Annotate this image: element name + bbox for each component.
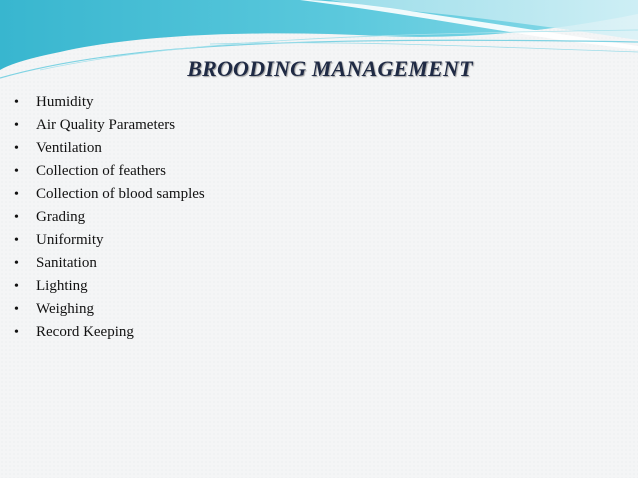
list-item xyxy=(14,117,205,140)
bullet-icon: • xyxy=(14,141,19,156)
bullet-icon: • xyxy=(14,164,19,179)
list-item-text: Grading xyxy=(36,209,86,225)
bullet-icon: • xyxy=(14,233,19,248)
bullet-icon: • xyxy=(14,279,19,294)
slide-title: BROODING MANAGEMENT xyxy=(187,56,473,81)
list-item-text: Ventilation xyxy=(36,140,102,156)
bullet-icon: • xyxy=(14,256,19,271)
list-item-text: Uniformity xyxy=(36,232,104,248)
list-item xyxy=(14,301,205,324)
list-item-text: Weighing xyxy=(36,301,94,317)
bullet-icon: • xyxy=(14,118,19,133)
bullet-icon: • xyxy=(14,95,19,110)
list-item xyxy=(14,324,205,347)
list-item xyxy=(14,232,205,255)
list-item-text: Collection of blood samples xyxy=(36,186,205,202)
list-item xyxy=(14,186,205,209)
list-item xyxy=(14,255,205,278)
bullet-icon: • xyxy=(14,325,19,340)
list-item xyxy=(14,94,205,117)
list-item-text: Sanitation xyxy=(36,255,97,271)
list-item-text: Humidity xyxy=(36,94,94,110)
list-item-text: Record Keeping xyxy=(36,324,134,340)
list-item xyxy=(14,140,205,163)
list-item xyxy=(14,209,205,232)
list-item-text: Collection of feathers xyxy=(36,163,166,179)
list-item xyxy=(14,278,205,301)
list-item-text: Air Quality Parameters xyxy=(36,117,176,133)
list-item-text: Lighting xyxy=(36,278,88,294)
bullet-icon: • xyxy=(14,187,19,202)
bullet-icon: • xyxy=(14,210,19,225)
bullet-list xyxy=(14,94,205,347)
list-item xyxy=(14,163,205,186)
bullet-icon: • xyxy=(14,302,19,317)
